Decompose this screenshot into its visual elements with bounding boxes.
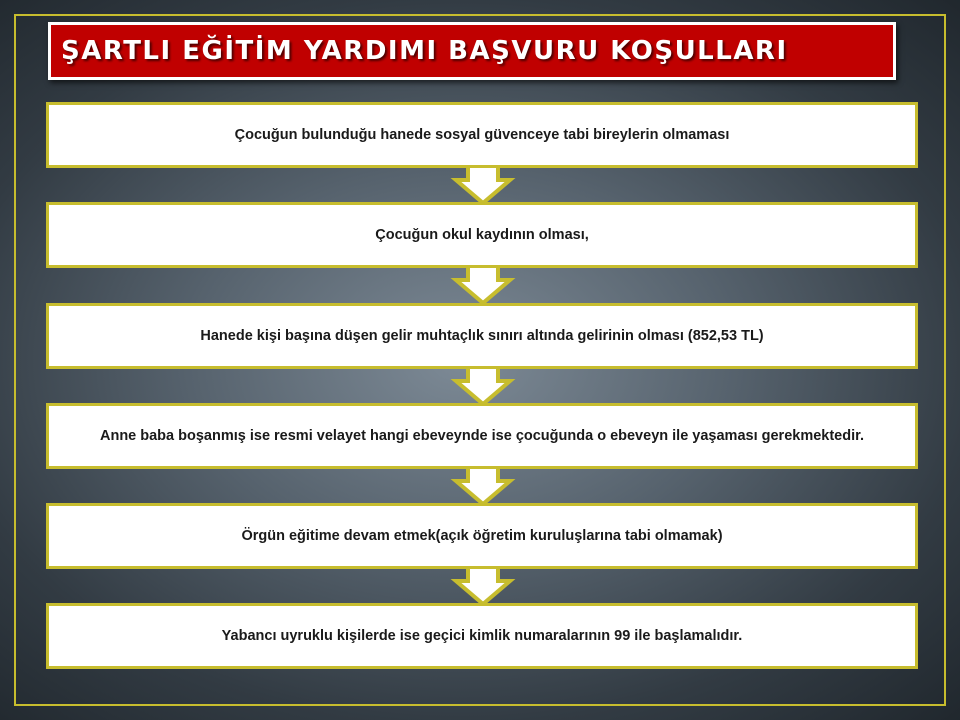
condition-step-3 bbox=[46, 303, 918, 369]
chevron-down-icon bbox=[454, 467, 512, 507]
condition-text: Anne baba boşanmış ise resmi velayet hangi ebeveynde ise çocuğunda o ebeveyn ile yaşaması gerekmektedir. bbox=[99, 427, 864, 444]
chevron-down-icon bbox=[454, 166, 512, 206]
condition-text: Yabancı uyruklu kişilerde ise geçici kimlik numaralarının 99 ile başlamalıdır. bbox=[221, 627, 743, 644]
chevron-down-icon bbox=[454, 367, 512, 407]
condition-step-4 bbox=[46, 403, 918, 469]
condition-step-5 bbox=[46, 503, 918, 569]
condition-text: Çocuğun okul kaydının olması, bbox=[375, 226, 589, 243]
chevron-down-icon bbox=[454, 266, 512, 306]
condition-step-2 bbox=[46, 202, 918, 268]
condition-step-6 bbox=[46, 603, 918, 669]
condition-text: Çocuğun bulunduğu hanede sosyal güvenceye tabi bireylerin olmaması bbox=[234, 126, 730, 143]
slide-title: ŞARTLI EĞİTİM YARDIMI BAŞVURU KOŞULLARI bbox=[61, 36, 788, 66]
chevron-down-icon bbox=[454, 567, 512, 607]
condition-text: Hanede kişi başına düşen gelir muhtaçlık sınırı altında gelirinin olması (852,53 TL) bbox=[200, 327, 764, 344]
condition-step-1 bbox=[46, 102, 918, 168]
condition-text: Örgün eğitime devam etmek(açık öğretim kuruluşlarına tabi olmamak) bbox=[241, 527, 723, 544]
